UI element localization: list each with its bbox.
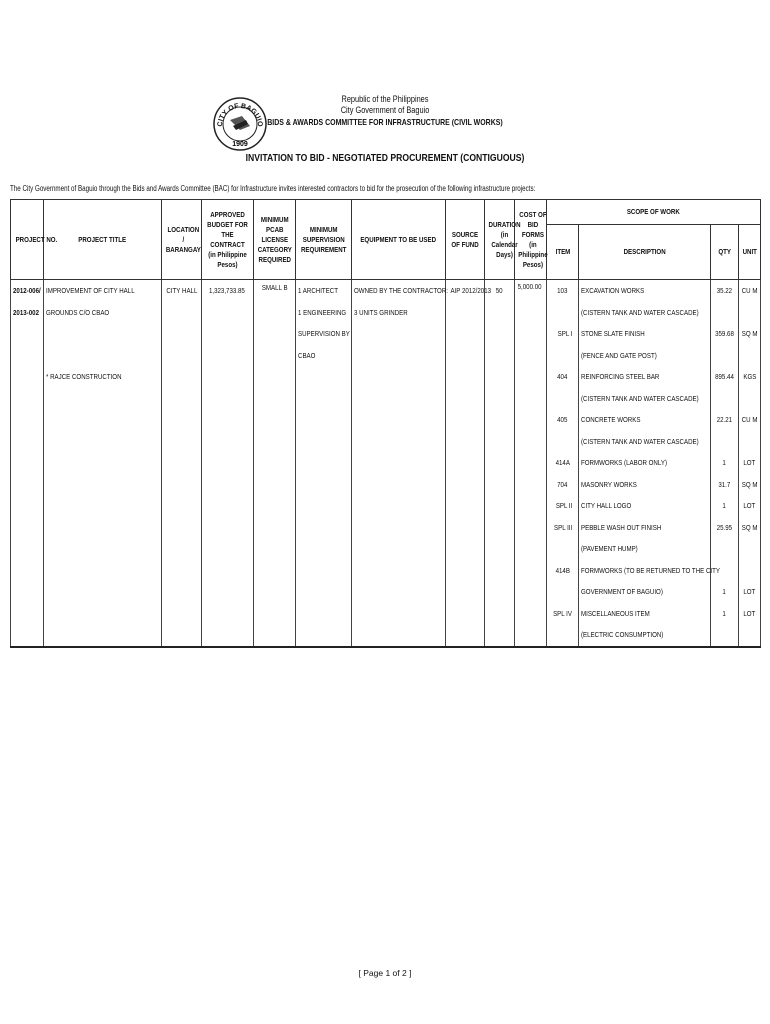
cell-cost [515, 624, 547, 647]
cell-supervision: SUPERVISION BY [296, 323, 352, 345]
cell-budget [202, 495, 254, 517]
cell-cost [515, 538, 547, 560]
cell-budget [202, 603, 254, 625]
cell-supervision [296, 538, 352, 560]
col-approved-budget: APPROVED BUDGET FOR THE CONTRACT (in Philippine Pesos) [202, 200, 254, 280]
col-project-title: PROJECT TITLE [44, 200, 162, 280]
cell-cost [515, 345, 547, 367]
cell-supervision [296, 560, 352, 582]
table-row [11, 560, 761, 582]
cell-equipment [352, 517, 446, 539]
cell-fund [446, 366, 485, 388]
table-row [11, 431, 761, 453]
cell-description: (ELECTRIC CONSUMPTION) [579, 624, 711, 647]
cell-fund: AIP 2012/2013 [446, 280, 485, 302]
cell-fund [446, 517, 485, 539]
cell-pcab [254, 302, 296, 324]
svg-text:CITY OF BAGUIO: CITY OF BAGUIO [216, 102, 264, 127]
cell-budget [202, 388, 254, 410]
cell-location [162, 431, 202, 453]
cell-duration: 50 [485, 280, 515, 302]
cell-project-no [11, 431, 44, 453]
cell-unit: SQ M [739, 517, 761, 539]
cell-description: FORMWORKS (TO BE RETURNED TO THE CITY [579, 560, 711, 582]
cell-cost [515, 581, 547, 603]
cell-project-no: 2013-002 [11, 302, 44, 324]
cell-equipment [352, 366, 446, 388]
cell-project-title [44, 452, 162, 474]
cell-item: SPL III [547, 517, 579, 539]
cell-project-title [44, 495, 162, 517]
cell-unit [739, 560, 761, 582]
cell-description: REINFORCING STEEL BAR [579, 366, 711, 388]
cell-location [162, 538, 202, 560]
cell-project-no [11, 603, 44, 625]
cell-supervision [296, 581, 352, 603]
cell-equipment [352, 345, 446, 367]
table-row [11, 624, 761, 647]
table-row [11, 538, 761, 560]
cell-duration [485, 431, 515, 453]
cell-supervision [296, 603, 352, 625]
cell-unit: LOT [739, 603, 761, 625]
cell-budget [202, 452, 254, 474]
cell-item: 414B [547, 560, 579, 582]
col-cost-bid-forms: COST OF BID FORMS (in Philippine Pesos) [515, 200, 547, 280]
cell-project-title [44, 624, 162, 647]
cell-item [547, 345, 579, 367]
cell-location [162, 409, 202, 431]
cell-duration [485, 388, 515, 410]
cell-budget: 1,323,733.85 [202, 280, 254, 302]
cell-item: SPL I [547, 323, 579, 345]
cell-unit: LOT [739, 581, 761, 603]
cell-project-title [44, 474, 162, 496]
cell-qty [711, 624, 739, 647]
cell-project-title: IMPROVEMENT OF CITY HALL [44, 280, 162, 302]
cell-equipment [352, 323, 446, 345]
header-city-government: City Government of Baguio [340, 105, 430, 115]
cell-equipment [352, 560, 446, 582]
cell-location [162, 302, 202, 324]
cell-location [162, 560, 202, 582]
cell-project-no [11, 624, 44, 647]
cell-supervision [296, 495, 352, 517]
cell-item [547, 388, 579, 410]
cell-project-no [11, 581, 44, 603]
cell-project-title [44, 517, 162, 539]
cell-item [547, 624, 579, 647]
cell-equipment [352, 495, 446, 517]
cell-qty: 31.7 [711, 474, 739, 496]
svg-text:1909: 1909 [232, 141, 248, 148]
cell-item: SPL II [547, 495, 579, 517]
cell-pcab [254, 409, 296, 431]
cell-project-no [11, 409, 44, 431]
cell-fund [446, 538, 485, 560]
cell-equipment [352, 538, 446, 560]
cell-pcab [254, 452, 296, 474]
cell-description: CONCRETE WORKS [579, 409, 711, 431]
cell-equipment [352, 431, 446, 453]
table-row [11, 603, 761, 625]
header-bac: BIDS & AWARDS COMMITTEE FOR INFRASTRUCTURE (CIVIL WORKS) [267, 117, 503, 127]
cell-qty: 25.95 [711, 517, 739, 539]
cell-project-title [44, 323, 162, 345]
cell-equipment [352, 452, 446, 474]
cell-pcab [254, 581, 296, 603]
table-row [11, 452, 761, 474]
cell-description: (CISTERN TANK AND WATER CASCADE) [579, 388, 711, 410]
cell-project-no [11, 560, 44, 582]
cell-equipment [352, 388, 446, 410]
cell-project-no [11, 517, 44, 539]
cell-qty: 35.22 [711, 280, 739, 302]
cell-item [547, 581, 579, 603]
col-pcab: MINIMUM PCAB LICENSE CATEGORY REQUIRED [254, 200, 296, 280]
cell-fund [446, 603, 485, 625]
cell-item: 414A [547, 452, 579, 474]
cell-project-no [11, 388, 44, 410]
cell-description: (PAVEMENT HUMP) [579, 538, 711, 560]
cell-qty: 1 [711, 452, 739, 474]
cell-budget [202, 517, 254, 539]
table-row [11, 388, 761, 410]
cell-equipment [352, 603, 446, 625]
col-scope-of-work: SCOPE OF WORK [547, 200, 761, 225]
cell-project-no: 2012-006/ [11, 280, 44, 302]
cell-cost [515, 560, 547, 582]
cell-project-title: * RAJCE CONSTRUCTION [44, 366, 162, 388]
cell-qty [711, 431, 739, 453]
cell-qty: 1 [711, 581, 739, 603]
cell-cost [515, 409, 547, 431]
cell-project-title: GROUNDS C/O CBAO [44, 302, 162, 324]
table-row [11, 323, 761, 345]
cell-equipment: 3 UNITS GRINDER [352, 302, 446, 324]
cell-cost [515, 366, 547, 388]
cell-description: STONE SLATE FINISH [579, 323, 711, 345]
cell-project-title [44, 431, 162, 453]
cell-project-no [11, 323, 44, 345]
table-row [11, 517, 761, 539]
cell-fund [446, 409, 485, 431]
cell-item [547, 431, 579, 453]
cell-pcab [254, 624, 296, 647]
cell-description: MASONRY WORKS [579, 474, 711, 496]
cell-cost [515, 302, 547, 324]
cell-supervision [296, 517, 352, 539]
cell-project-title [44, 409, 162, 431]
cell-duration [485, 323, 515, 345]
cell-unit [739, 538, 761, 560]
cell-duration [485, 624, 515, 647]
cell-cost [515, 517, 547, 539]
table-row [11, 495, 761, 517]
cell-equipment [352, 581, 446, 603]
cell-location [162, 388, 202, 410]
cell-unit [739, 345, 761, 367]
cell-equipment [352, 409, 446, 431]
cell-equipment [352, 624, 446, 647]
col-project-no: PROJECT NO. [11, 200, 44, 280]
cell-budget [202, 624, 254, 647]
cell-description: CITY HALL LOGO [579, 495, 711, 517]
cell-unit: SQ M [739, 323, 761, 345]
cell-unit [739, 431, 761, 453]
cell-project-title [44, 388, 162, 410]
table-row [11, 366, 761, 388]
document-title: INVITATION TO BID - NEGOTIATED PROCUREMENT (CONTIGUOUS) [245, 152, 525, 164]
cell-cost [515, 431, 547, 453]
cell-fund [446, 581, 485, 603]
table-row [11, 302, 761, 324]
table-row [11, 345, 761, 367]
cell-project-no [11, 495, 44, 517]
cell-duration [485, 581, 515, 603]
cell-fund [446, 560, 485, 582]
cell-location [162, 495, 202, 517]
cell-duration [485, 409, 515, 431]
cell-item: 404 [547, 366, 579, 388]
page-footer: [ Page 1 of 2 ] [358, 968, 412, 978]
cell-location: CITY HALL [162, 280, 202, 302]
cell-supervision [296, 474, 352, 496]
cell-duration [485, 538, 515, 560]
cell-budget [202, 581, 254, 603]
cell-budget [202, 560, 254, 582]
cell-duration [485, 560, 515, 582]
cell-supervision: CBAO [296, 345, 352, 367]
cell-supervision [296, 409, 352, 431]
cell-unit [739, 388, 761, 410]
cell-item: 103 [547, 280, 579, 302]
cell-supervision [296, 366, 352, 388]
cell-fund [446, 431, 485, 453]
cell-location [162, 345, 202, 367]
cell-pcab [254, 538, 296, 560]
cell-qty: 1 [711, 603, 739, 625]
cell-project-title [44, 538, 162, 560]
cell-location [162, 323, 202, 345]
cell-budget [202, 474, 254, 496]
cell-pcab [254, 388, 296, 410]
cell-pcab: SMALL B [254, 280, 296, 302]
cell-unit: KGS [739, 366, 761, 388]
cell-location [162, 366, 202, 388]
cell-supervision [296, 431, 352, 453]
col-item: ITEM [547, 225, 579, 280]
cell-duration [485, 302, 515, 324]
cell-description: (CISTERN TANK AND WATER CASCADE) [579, 431, 711, 453]
cell-item: SPL IV [547, 603, 579, 625]
cell-fund [446, 624, 485, 647]
cell-qty: 359.68 [711, 323, 739, 345]
cell-supervision: 1 ARCHITECT [296, 280, 352, 302]
cell-fund [446, 388, 485, 410]
cell-duration [485, 366, 515, 388]
table-row [11, 280, 761, 302]
col-source-fund: SOURCE OF FUND [446, 200, 485, 280]
cell-equipment: OWNED BY THE CONTRACTOR: [352, 280, 446, 302]
cell-cost [515, 603, 547, 625]
projects-table [10, 199, 761, 648]
cell-duration [485, 517, 515, 539]
cell-budget [202, 538, 254, 560]
cell-description: MISCELLANEOUS ITEM [579, 603, 711, 625]
cell-project-no [11, 452, 44, 474]
cell-description: GOVERNMENT OF BAGUIO) [579, 581, 711, 603]
cell-supervision [296, 452, 352, 474]
cell-fund [446, 495, 485, 517]
cell-description: (FENCE AND GATE POST) [579, 345, 711, 367]
cell-description: EXCAVATION WORKS [579, 280, 711, 302]
cell-qty [711, 302, 739, 324]
cell-supervision [296, 388, 352, 410]
cell-duration [485, 345, 515, 367]
col-qty: QTY [711, 225, 739, 280]
cell-pcab [254, 495, 296, 517]
cell-item: 405 [547, 409, 579, 431]
cell-cost [515, 474, 547, 496]
cell-supervision [296, 624, 352, 647]
cell-cost: 5,000.00 [515, 280, 547, 302]
cell-fund [446, 474, 485, 496]
cell-pcab [254, 345, 296, 367]
col-supervision: MINIMUM SUPERVISION REQUIREMENT [296, 200, 352, 280]
cell-pcab [254, 366, 296, 388]
col-unit: UNIT [739, 225, 761, 280]
cell-project-title [44, 345, 162, 367]
cell-location [162, 517, 202, 539]
cell-pcab [254, 431, 296, 453]
cell-unit: LOT [739, 452, 761, 474]
table-row [11, 409, 761, 431]
cell-project-no [11, 345, 44, 367]
cell-duration [485, 474, 515, 496]
cell-budget [202, 302, 254, 324]
cell-cost [515, 388, 547, 410]
cell-cost [515, 495, 547, 517]
cell-location [162, 624, 202, 647]
cell-cost [515, 452, 547, 474]
cell-qty [711, 388, 739, 410]
cell-fund [446, 452, 485, 474]
cell-duration [485, 495, 515, 517]
cell-project-title [44, 603, 162, 625]
cell-budget [202, 409, 254, 431]
col-duration: DURATION (in Calendar Days) [485, 200, 515, 280]
cell-pcab [254, 560, 296, 582]
cell-location [162, 452, 202, 474]
cell-qty [711, 345, 739, 367]
cell-location [162, 603, 202, 625]
cell-fund [446, 302, 485, 324]
cell-item [547, 538, 579, 560]
col-equipment: EQUIPMENT TO BE USED [352, 200, 446, 280]
cell-equipment [352, 474, 446, 496]
cell-description: FORMWORKS (LABOR ONLY) [579, 452, 711, 474]
cell-project-title [44, 581, 162, 603]
col-location: LOCATION / BARANGAY [162, 200, 202, 280]
cell-description: (CISTERN TANK AND WATER CASCADE) [579, 302, 711, 324]
cell-unit: LOT [739, 495, 761, 517]
cell-location [162, 474, 202, 496]
cell-project-no [11, 538, 44, 560]
cell-supervision: 1 ENGINEERING [296, 302, 352, 324]
cell-pcab [254, 603, 296, 625]
cell-unit [739, 624, 761, 647]
cell-budget [202, 323, 254, 345]
cell-pcab [254, 323, 296, 345]
cell-qty [711, 538, 739, 560]
cell-unit: SQ M [739, 474, 761, 496]
cell-description: PEBBLE WASH OUT FINISH [579, 517, 711, 539]
cell-unit: CU M [739, 280, 761, 302]
cell-budget [202, 345, 254, 367]
cell-project-no [11, 474, 44, 496]
cell-unit: CU M [739, 409, 761, 431]
cell-duration [485, 603, 515, 625]
cell-project-title [44, 560, 162, 582]
col-description: DESCRIPTION [579, 225, 711, 280]
cell-location [162, 581, 202, 603]
cell-item [547, 302, 579, 324]
cell-fund [446, 323, 485, 345]
cell-item: 704 [547, 474, 579, 496]
cell-qty: 895.44 [711, 366, 739, 388]
cell-pcab [254, 517, 296, 539]
intro-paragraph: The City Government of Baguio through the Bids and Awards Committee (BAC) for Infrastructure invites interested contractors to bid for the prosecution of the following infrastructure projects: [10, 184, 536, 193]
cell-unit [739, 302, 761, 324]
cell-fund [446, 345, 485, 367]
cell-pcab [254, 474, 296, 496]
header-republic: Republic of the Philippines [341, 94, 429, 104]
cell-cost [515, 323, 547, 345]
cell-budget [202, 431, 254, 453]
cell-project-no [11, 366, 44, 388]
cell-qty: 1 [711, 495, 739, 517]
table-row [11, 474, 761, 496]
cell-qty: 22.21 [711, 409, 739, 431]
cell-duration [485, 452, 515, 474]
table-row [11, 581, 761, 603]
cell-budget [202, 366, 254, 388]
